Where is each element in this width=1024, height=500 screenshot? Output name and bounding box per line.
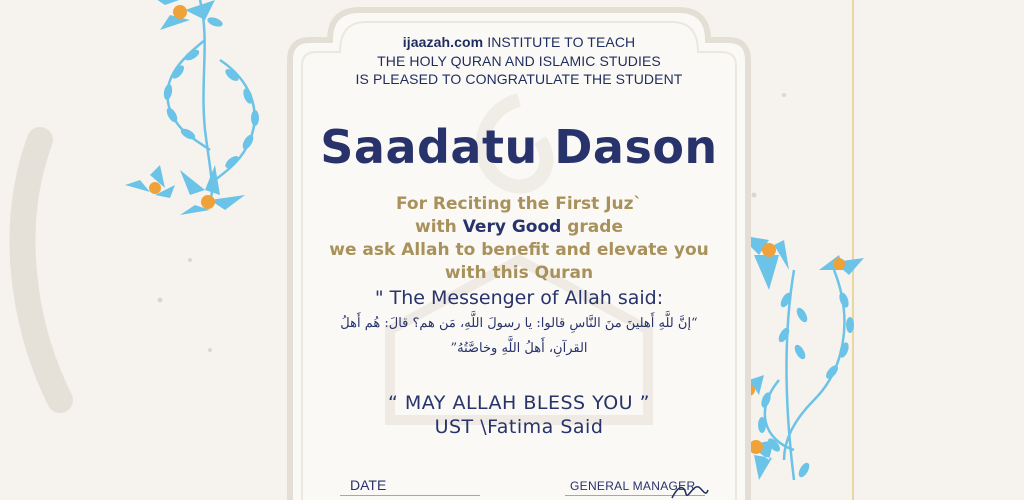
- achievement-line-3: we ask Allah to benefit and elevate you: [329, 240, 709, 260]
- hadith-arabic-line-2: القرآنِ، أَهلُ اللَّهِ وخاصَّتُهُ”: [450, 341, 588, 356]
- brand-name: ijaazah.com: [402, 34, 484, 50]
- vine-stem: [200, 0, 212, 200]
- achievement-line-1: For Reciting the First Juz`: [395, 194, 643, 214]
- flower-left-1: [125, 165, 175, 198]
- institute-text: INSTITUTE TO TEACH: [483, 34, 636, 50]
- vine-leaves: [163, 16, 259, 171]
- flower-right-2: [819, 255, 864, 275]
- teacher-name: UST \Fatima Said: [434, 416, 604, 438]
- vine-stem: [784, 270, 844, 460]
- flower-top-left: [150, 0, 215, 30]
- flower-left-2: [180, 165, 245, 215]
- gold-border-line: [852, 0, 854, 500]
- manager-signature: [670, 480, 710, 500]
- background-calligraphy-stroke: [23, 140, 60, 400]
- grade-suffix: grade: [561, 217, 623, 237]
- achievement-line-4: with this Quran: [444, 263, 594, 283]
- general-manager-label: GENERAL MANAGER: [570, 479, 696, 493]
- hadith-intro: " The Messenger of Allah said:: [374, 287, 664, 309]
- grade-value: Very Good: [462, 217, 562, 237]
- certificate-content: [270, 0, 768, 500]
- hadith-arabic-line-1: “إنَّ للَّهِ أَهلينَ منَ النَّاسِ قالوا: يا رسولَ اللَّهِ، مَن هم؟ قالَ: هُم أَهلُ: [340, 316, 698, 331]
- left-floral-decoration: [0, 0, 290, 500]
- grade-prefix: with: [415, 217, 463, 237]
- blessing-text: “ MAY ALLAH BLESS YOU ”: [388, 392, 650, 414]
- institute-line-1: [270, 34, 768, 50]
- right-floral-decoration: [724, 0, 1024, 500]
- vine-leaves: [758, 291, 854, 479]
- institute-line-3: IS PLEASED TO CONGRATULATE THE STUDENT: [355, 71, 683, 87]
- institute-line-2: THE HOLY QURAN AND ISLAMIC STUDIES: [377, 53, 661, 69]
- achievement-line-2: [270, 217, 768, 237]
- student-name: Saadatu Dason: [320, 120, 718, 174]
- date-line: [340, 495, 480, 496]
- date-label: DATE: [350, 477, 387, 493]
